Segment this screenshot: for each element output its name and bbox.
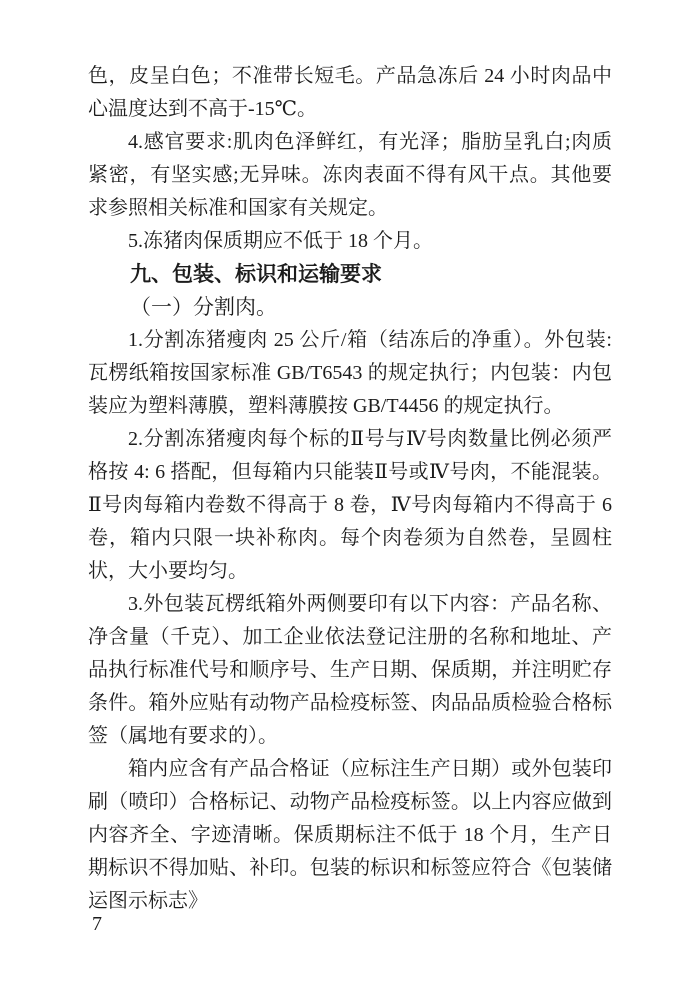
paragraph-continuation: 色，皮呈白色；不准带长短毛。产品急冻后 24 小时肉品中心温度达到不高于-15℃。	[88, 65, 612, 120]
section-heading-9-packaging-labeling-transport: 九、包装、标识和运输要求	[130, 263, 382, 286]
page-number: 7	[92, 913, 102, 935]
paragraph-item-1-carton-spec: 1.分割冻猪瘦肉 25 公斤/箱（结冻后的净重）。外包装:瓦楞纸箱按国家标准 GB/T6543 的规定执行；内包装：内包装应为塑料薄膜，塑料薄膜按 GB/T4456 的规定执行。	[88, 329, 612, 417]
paragraph-item-2-ratio-rules: 2.分割冻猪瘦肉每个标的Ⅱ号与Ⅳ号肉数量比例必须严格按 4: 6 搭配，但每箱内只能装Ⅱ号或Ⅳ号肉，不能混装。Ⅱ号肉每箱内卷数不得高于 8 卷，Ⅳ号肉每箱内不得高于 6 卷，箱内只限一块补称肉。每个肉卷须为自然卷，呈圆柱状，大小要均匀。	[88, 428, 612, 582]
paragraph-item-3-outer-packaging-printing: 3.外包装瓦楞纸箱外两侧要印有以下内容：产品名称、净含量（千克）、加工企业依法登记注册的名称和地址、产品执行标准代号和顺序号、生产日期、保质期，并注明贮存条件。箱外应贴有动物产品检疫标签、肉品品质检验合格标签（属地有要求的）。	[88, 593, 612, 747]
page-body	[88, 60, 612, 918]
paragraph-inner-box-certificates: 箱内应含有产品合格证（应标注生产日期）或外包装印刷（喷印）合格标记、动物产品检疫标签。以上内容应做到内容齐全、字迹清晰。保质期标注不低于 18 个月，生产日期标识不得加贴、补印。包装的标识和标签应符合《包装储运图示标志》	[88, 758, 612, 912]
paragraph-item-5-shelf-life: 5.冻猪肉保质期应不低于 18 个月。	[128, 230, 433, 252]
subsection-heading-1-cut-meat: （一）分割肉。	[130, 295, 277, 319]
paragraph-item-4-sensory-requirements: 4.感官要求:肌肉色泽鲜红，有光泽；脂肪呈乳白;肉质紧密，有坚实感;无异味。冻肉表面不得有风干点。其他要求参照相关标准和国家有关规定。	[88, 131, 612, 219]
